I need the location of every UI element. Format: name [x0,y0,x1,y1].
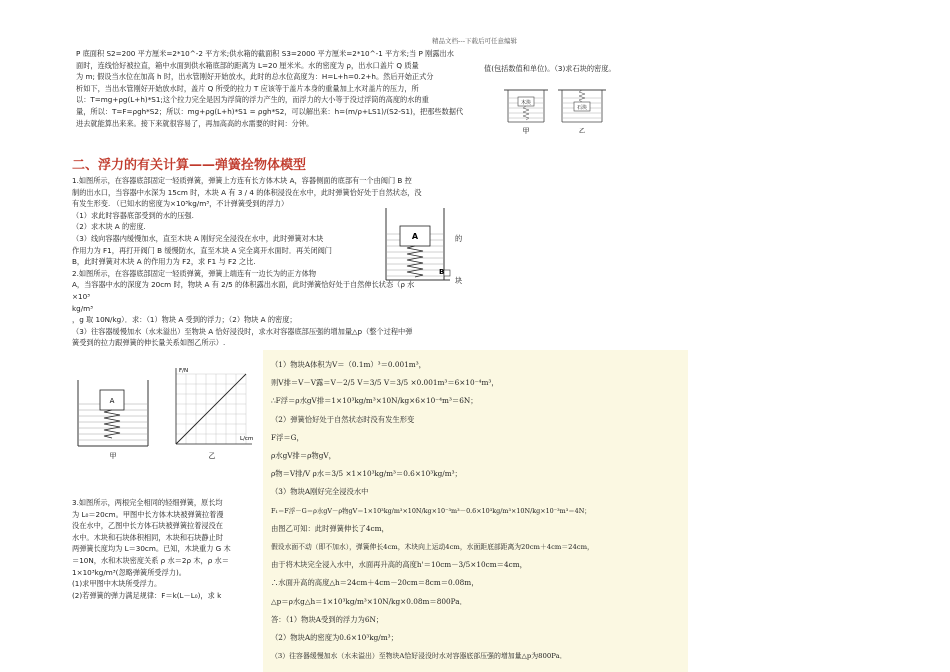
side-word: 块 [455,276,463,285]
question-line: （3）往容器缓慢加水（水未溢出）至物块 A 恰好浸没时，求水对容器底部压强的增加量△p（整个过程中弹 [72,326,413,336]
question-line: （2）求木块 A 的密度. [72,222,146,232]
tank-spring-figure [382,204,454,286]
figure-caption-yi: 乙 [208,452,216,460]
spring-icon [407,246,423,277]
question-line: (2)若弹簧的弹力满足规律：F＝k(L－L₀)，求 k [72,590,222,600]
side-word: 的 [455,234,463,243]
question-3-text [72,497,250,601]
question-line: 两弹簧长度均为 L＝30cm。已知，木块重力 G 木 [72,544,231,554]
page-header: 精品文档---下载后可任意编辑 [432,37,518,45]
question-line: 为 L₀＝20cm。甲图中长方体木块被弹簧拉着漫 [72,509,224,519]
question-line: （3）线向容器内缓慢加水，直至木块 A 刚好完全浸没在水中，此时弹簧对木块 [72,233,324,243]
solution-line: 由于将木块完全浸入水中，水面再升高的高度h'＝10cm－3/5×10cm＝4cm， [271,560,527,570]
solution-line: ρ水gV排＝ρ物gV， [271,451,336,461]
figure-caption-jia: 甲 [522,127,530,135]
question-line: 1×10³kg/m³(忽略弹簧所受浮力)。 [72,567,186,577]
question-line: （1）求此时容器底部受到的水的压强. [72,210,194,220]
question-line: B，此时弹簧对木块 A 的作用力为 F2，求 F1 与 F2 之比. [72,257,256,267]
intro-paragraph [76,48,476,129]
question-line: 水中。木块和石块体积相同，木块和石块静止时 [72,532,223,542]
container-left [504,90,548,122]
valve-icon [444,270,450,276]
solution-line: （2）弹簧恰好处于自然状态时没有发生形变 [271,414,415,424]
intro-line: 析如下，当出水管刚好开始放水时，盖片 Q 所受的拉力 T 应该等于盖片本身的重量加上水对盖片的压力，所 [76,83,419,93]
intro-line: 为 m; 假设当水位在加高 h 时，出水管刚好开始放水，此时的总水位高度为：H=L+h=0.2+h。然后开始正式分 [76,72,434,82]
intro-line: 量，所以：T=F=ρgh*S2；所以：mg+ρg(L+h)*S1 = ρgh*S2，可以解出来：h=(m/ρ+LS1)/(S2-S1)，把那些数据代 [76,106,464,116]
right-question-text: 值(包括数值和单位)。（3)求石块的密度。 [484,64,616,73]
solution-line: 则V排＝V－V露＝V－2/5 V＝3/5 V＝3/5 ×0.001m³＝6×10⁻⁴m³， [271,378,499,388]
spring-icon [579,90,585,102]
container-right [558,90,606,122]
question-line: (1)求甲图中木块所受浮力。 [72,579,162,589]
force-length-graph [166,364,260,462]
intro-line: P 底面积 S2=200 平方厘米=2*10^-2 平方米;供水箱的截面积 S3=2000 平方厘米=2*10^-1 平方米;当 P 刚露出水 [76,49,454,58]
solution-line: F浮＝G， [271,432,304,442]
intro-line: 面时，连线恰好被拉直，箱中水面到供水箱底部的距离为 L=20 厘米米。水的密度为 ρ，出水口盖片 Q 质量 [76,60,419,70]
solution-line: 答：（1）物块A受到的浮力为6N； [271,614,384,624]
valve-label: B [439,268,445,276]
force-line [176,374,246,444]
stone-label: 石块 [576,105,588,111]
solution-line: （3）往容器缓慢加水（水未溢出）至物块A恰好浸没时水对容器底部压强的增加量△p为800Pa． [271,652,567,661]
solution-line: （1）物块A体积为V＝（0.1m）³＝0.001m³， [271,360,426,369]
solution-line: ρ物＝V排/V ρ水＝3/5 ×1×10³kg/m³＝0.6×10³kg/m³； [271,469,462,479]
question-line: 作用力为 F1，再打开阀门 B 缓慢防水，直至木块 A 完全离开水面时．再关闭阀门 [72,245,332,255]
spring-icon [104,410,120,438]
block-label: A [411,232,419,241]
y-axis-label: F/N [179,368,189,374]
solution-line: ∴水面升高的高度△h＝24cm＋4cm－20cm＝8cm＝0.08m， [271,578,479,588]
solution-line: 假设水面不动（即不加水），弹簧伸长4cm，木块向上运动4cm，水面距底部距离为20cm＋4cm＝24cm， [271,543,594,552]
figure-caption-jia: 甲 [109,452,117,460]
solution-line: △p＝ρ水g△h＝1×10³kg/m³×10N/kg×0.08m＝800Pa． [271,596,467,606]
intro-line: 以：T=mg+ρg(L+h)*S1;这个拉力完全是因为浮筒的浮力产生的，而浮力的大小等于没过浮筒的高度的水的重 [76,95,429,105]
solution-line: 由图乙可知：此时弹簧伸长了4cm， [271,523,389,533]
question-line: 1.如图所示，在容器底部固定一轻质弹簧，弹簧上方连有长方体木块 A，容器侧面的底部有一个由阀门 B 控 [72,176,412,185]
question-line: ，g 取 10N/kg）．求：（1）物块 A 受到的浮力；（2）物块 A 的密度； [72,315,297,325]
solution-line: ∴F浮＝ρ水gV排＝1×10³kg/m³×10N/kg×6×10⁻⁴m³＝6N； [271,396,478,406]
intro-line: 进去就能算出来来。接下来就很容易了，再加高高的水需要的时间：分钟。 [76,118,314,128]
question-line: ×10³ [72,291,91,301]
question-line: 3.如图所示，两根完全相同的轻细弹簧，原长均 [72,498,223,507]
solution-line: （3）物块A刚好完全浸没水中 [271,487,369,497]
question-line: 没在水中，乙图中长方体石块被弹簧拉着浸没在 [72,521,223,531]
question-line: 2.如图所示，在容器底部固定一轻质弹簧，弹簧上端连有一边长为的正方体物 [72,268,317,278]
question-line: A，当容器中水的深度为 20cm 时，物块 A 有 2/5 的体积露出水面，此时弹簧恰好处于自然伸长状态（ρ 水 [72,280,415,290]
question-line: ＝10N，水和木块密度关系 ρ 水＝2ρ 木，ρ 水＝ [72,555,229,565]
x-axis-label: L/cm [240,436,254,442]
tank-figure-jia [72,366,162,462]
question-line: kg/m³ [72,303,94,313]
question-line: 簧受到的拉力跟弹簧的伸长量关系如图乙所示）. [72,338,226,348]
section-title: 二、浮力的有关计算——弹簧拴物体模型 [72,158,307,173]
wood-stone-figure [496,84,614,136]
figure-caption-yi: 乙 [578,128,586,135]
wood-label: 木块 [520,100,532,106]
question-line: 制的出水口，当容器中水深为 15cm 时，木块 A 有 3 / 4 的体积浸没在水中，此时弹簧恰好处于自然状态，没 [72,187,422,197]
solution-line: F₁＝F浮－G＝ρ水gV－ρ物gV＝1×10³kg/m³×10N/kg×10⁻³m³－0.6×10³kg/m³×10N/kg×10⁻³m³＝4N； [271,506,591,515]
solution-line: （2）物块A的密度为0.6×10³kg/m³； [271,633,398,643]
question-line: 有发生形变. （已知水的密度为×10³kg/m³，不计弹簧受到的浮力） [72,199,289,209]
solution-text [271,356,686,665]
block-label: A [109,397,115,405]
